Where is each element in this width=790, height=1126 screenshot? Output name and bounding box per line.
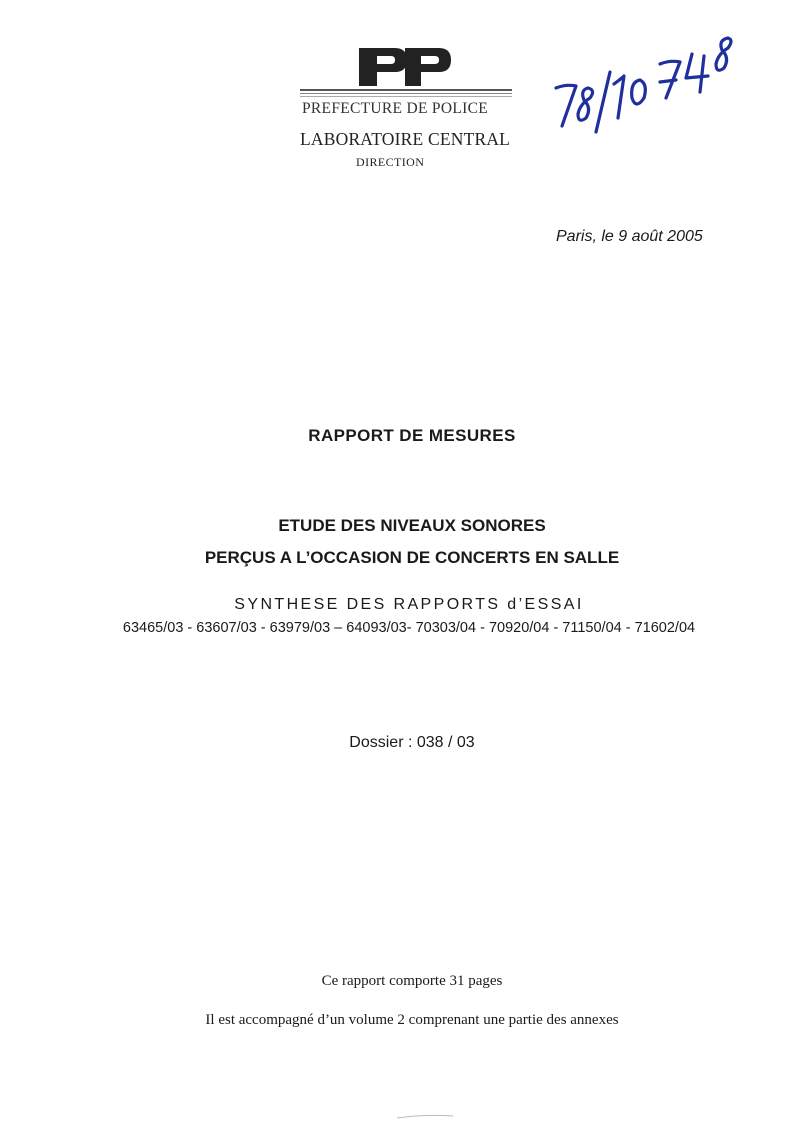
handwritten-reference-number (552, 28, 742, 138)
study-title-line-1: ETUDE DES NIVEAUX SONORES (278, 516, 546, 535)
study-title-line-2: PERÇUS A L’OCCASION DE CONCERTS EN SALLE (204, 548, 620, 567)
synthesis-heading: SYNTHESE DES RAPPORTS d’ESSAI (234, 596, 584, 613)
annexes-note: Il est accompagné d’un volume 2 comprenant une partie des annexes (205, 1012, 619, 1028)
dossier-number: Dossier : 038 / 03 (349, 734, 475, 751)
scan-artifact (395, 1112, 455, 1120)
laboratory-name: LABORATOIRE CENTRAL (300, 129, 511, 149)
organization-name: PREFECTURE DE POLICE (302, 100, 488, 117)
document-date: Paris, le 9 août 2005 (556, 228, 703, 245)
report-type-title: RAPPORT DE MESURES (308, 426, 516, 445)
page-count-note: Ce rapport comporte 31 pages (321, 973, 503, 989)
department-name: DIRECTION (356, 155, 425, 169)
test-report-numbers: 63465/03 - 63607/03 - 63979/03 – 64093/03- 70303/04 - 70920/04 - 71150/04 - 71602/04 (122, 620, 696, 636)
